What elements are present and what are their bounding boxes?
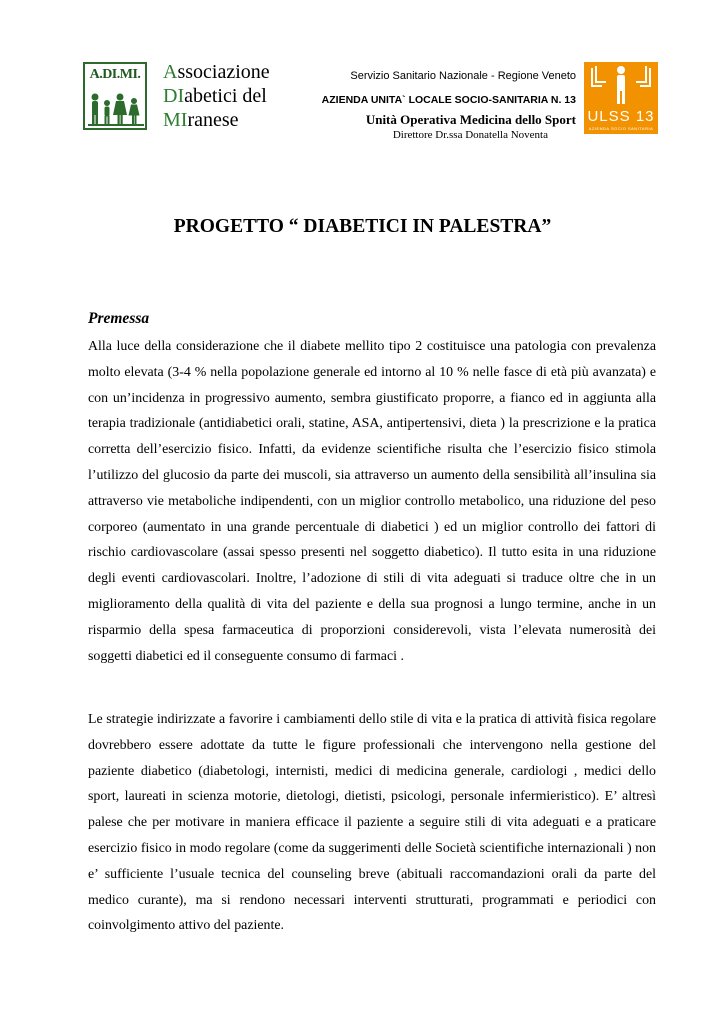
association-name bbox=[163, 60, 270, 132]
document-title: PROGETTO “ DIABETICI IN PALESTRA” bbox=[173, 216, 552, 237]
assoc-initial-a: A bbox=[163, 61, 178, 83]
ulss-emblem-icon bbox=[584, 62, 658, 108]
unit-line: Unità Operativa Medicina dello Sport bbox=[365, 112, 576, 127]
assoc-initial-mi: MI bbox=[163, 109, 188, 131]
paragraph-1: Alla luce della considerazione che il diabete mellito tipo 2 costituisce una patologia con prevalenza molto elevata (3-4 % nella popolazione generale ed intorno al 10 % nelle fasce di età più avanzata) e con un’incidenza in progressivo aumento, sembra giustificato proporre, a fianco ed in aggiunta alla terapia tradizionale (antidiabetici orali, statine, ASA, antipertensivi, dieta ) la prescrizione e la pratica corretta dell’esercizio fisico. Infatti, da evidenze scientifiche risulta che l’esercizio fisico stimola l’utilizzo del glucosio da parte dei muscoli, sia attraverso un aumento della sensibilità all’insulina sia attraverso vie metaboliche indipendenti, con un miglior controllo metabolico, una riduzione del peso corporeo (aumentato in una grande percentuale di diabetici ) ed un miglior controllo dei fattori di rischio cardiovascolare (assai spesso presenti nel soggetto diabetico). Il tutto esita in una riduzione degli eventi cardiovascolari. Inoltre, l’adozione di stili di vita adeguati si traduce oltre che in un miglioramento della qualità di vita del paziente e della sua prognosi a lungo termine, anche in un risparmio della spesa farmaceutica di proporzioni considerevoli, vista l’elevata numerosità dei soggetti diabetici ed il conseguente consumo di farmaci . bbox=[88, 339, 656, 664]
assoc-line3: ranese bbox=[187, 109, 239, 131]
assoc-line1: ssociazione bbox=[177, 61, 270, 83]
paragraph-2: Le strategie indirizzate a favorire i cambiamenti dello stile di vita e la pratica di attività fisica regolare dovrebbero essere adottate da tutte le figure professionali che intervengono nella gestione del paziente diabetico (diabetologi, internisti, medici di medicina generale, cardiologi , medici dello sport, laureati in scienza motorie, dietologi, dietisti, psicologi, personale infermieristico). E’ altresì palese che per motivare in maniera efficace il paziente a seguire stili di vita adeguati e a praticare esercizio fisico in modo regolare (come da suggerimenti delle Società scientifiche internazionali ) non e’ sufficiente l’usuale tecnica del counseling breve (abituali raccomandazioni orali da parte del medico curante), ma si rendono necessari interventi strutturati, programmati e periodici con coinvolgimento attivo del paziente. bbox=[88, 712, 656, 934]
ssn-line: Servizio Sanitario Nazionale - Regione Veneto bbox=[350, 70, 576, 82]
assoc-line2: abetici del bbox=[184, 85, 267, 107]
director-line: Direttore Dr.ssa Donatella Noventa bbox=[392, 129, 548, 141]
adimi-logo-text: A.DI.MI. bbox=[89, 67, 141, 82]
asl-line: AZIENDA UNITA` LOCALE SOCIO-SANITARIA N. 13 bbox=[321, 94, 576, 106]
ulss-logo-subtext: AZIENDA SOCIO SANITARIA bbox=[588, 126, 654, 131]
adimi-logo bbox=[83, 62, 147, 130]
section-heading: Premessa bbox=[88, 310, 150, 327]
assoc-initial-di: DI bbox=[163, 85, 185, 107]
ulss-logo bbox=[584, 62, 658, 134]
ulss-logo-text: ULSS 13 bbox=[587, 108, 655, 125]
family-figures-icon bbox=[88, 90, 144, 128]
letterhead bbox=[0, 0, 725, 150]
